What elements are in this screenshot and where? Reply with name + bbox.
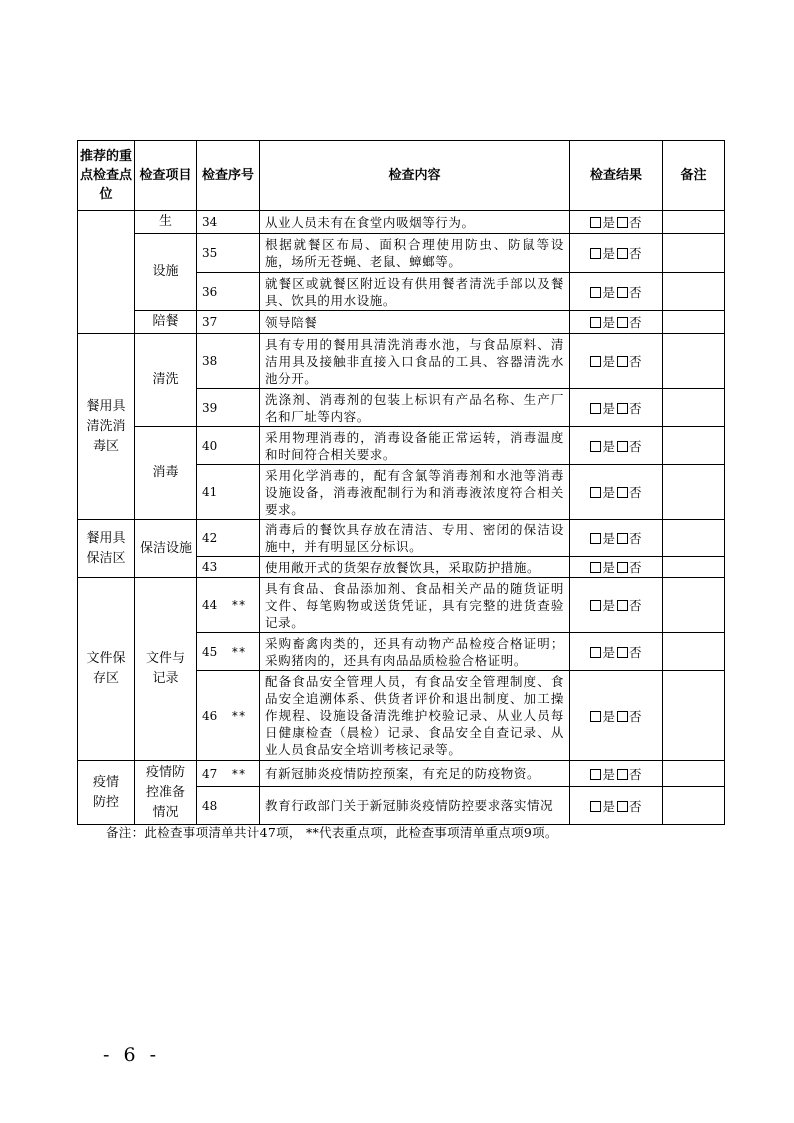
seq-cell (197, 557, 260, 578)
seq-number: 43 (202, 560, 218, 574)
no-checkbox[interactable] (617, 441, 628, 452)
seq-cell (197, 633, 260, 671)
seq-number: 44 (202, 598, 218, 612)
yes-checkbox[interactable] (590, 562, 601, 573)
remark-cell[interactable] (663, 578, 725, 633)
no-label: 否 (629, 246, 642, 261)
content-cell: 洗涤剂、消毒剂的包装上标识有产品名称、生产厂名和厂址等内容。 (260, 389, 570, 427)
content-cell: 从业人员未有在食堂内吸烟等行为。 (260, 211, 570, 234)
result-cell (570, 334, 663, 389)
table-row (78, 578, 725, 633)
no-checkbox[interactable] (617, 711, 628, 722)
yes-label: 是 (602, 400, 615, 416)
table-row (78, 427, 725, 465)
no-label: 否 (629, 708, 642, 724)
yes-checkbox[interactable] (590, 356, 601, 367)
seq-number: 42 (202, 531, 218, 545)
table-row (78, 520, 725, 557)
no-checkbox[interactable] (617, 562, 628, 573)
no-label: 否 (629, 315, 642, 330)
no-checkbox[interactable] (617, 769, 628, 780)
content-cell: 具有专用的餐用具清洗消毒水池，与食品原料、清洁用具及接触非直接入口食品的工具、容器清洗水池分开。 (260, 334, 570, 389)
remark-cell[interactable] (663, 427, 725, 465)
yes-checkbox[interactable] (590, 287, 601, 298)
yes-checkbox[interactable] (590, 647, 601, 658)
table-row (78, 761, 725, 787)
yes-label: 是 (602, 485, 615, 500)
no-checkbox[interactable] (617, 600, 628, 611)
header-area: 推荐的重点检查点位 (78, 141, 135, 211)
table-row (78, 234, 725, 273)
item-cell: 清洗 (135, 334, 197, 427)
item-cell: 保洁设施 (135, 520, 197, 578)
seq-number: 34 (202, 215, 218, 229)
remark-cell[interactable] (663, 557, 725, 578)
result-cell (570, 520, 663, 557)
result-cell (570, 311, 663, 334)
no-checkbox[interactable] (617, 647, 628, 658)
no-checkbox[interactable] (617, 248, 628, 259)
item-cell: 陪餐 (135, 311, 197, 334)
yes-checkbox[interactable] (590, 317, 601, 328)
content-cell: 配备食品安全管理人员，有食品安全管理制度、食品安全追溯体系、供货者评价和退出制度、加工操作规程、设施设备清洗维护校验记录、从业人员每日健康检查（晨检）记录、食品安全自查记录、从业人员食品安全培训考核记录等。 (260, 671, 570, 761)
no-checkbox[interactable] (617, 287, 628, 298)
no-checkbox[interactable] (617, 317, 628, 328)
remark-cell[interactable] (663, 211, 725, 234)
result-cell (570, 273, 663, 311)
seq-number: 35 (202, 246, 218, 260)
key-item-marker: ** (231, 644, 246, 659)
key-item-marker: ** (231, 766, 246, 781)
seq-cell (197, 234, 260, 273)
remark-cell[interactable] (663, 334, 725, 389)
seq-number: 36 (202, 284, 218, 299)
seq-number: 40 (202, 438, 218, 453)
item-cell: 生 (135, 211, 197, 234)
seq-cell (197, 211, 260, 234)
content-cell: 采用化学消毒的，配有含氯等消毒剂和水池等消毒设施设备，消毒液配制行为和消毒液浓度符合相关要求。 (260, 465, 570, 520)
seq-cell (197, 578, 260, 633)
yes-label: 是 (602, 598, 615, 613)
seq-number: 37 (202, 315, 218, 329)
result-cell (570, 633, 663, 671)
header-result: 检查结果 (570, 141, 663, 211)
remark-cell[interactable] (663, 633, 725, 671)
result-cell (570, 787, 663, 825)
content-cell: 消毒后的餐饮具存放在清洁、专用、密闭的保洁设施中，并有明显区分标识。 (260, 520, 570, 557)
header-seq: 检查序号 (197, 141, 260, 211)
yes-label: 是 (602, 438, 615, 454)
seq-number: 48 (202, 798, 218, 813)
yes-label: 是 (602, 215, 615, 230)
yes-label: 是 (602, 560, 615, 575)
key-item-marker: ** (231, 598, 246, 612)
result-cell (570, 234, 663, 273)
area-cell: 餐用具保洁区 (78, 520, 135, 578)
yes-label: 是 (602, 766, 615, 782)
no-label: 否 (629, 485, 642, 500)
yes-label: 是 (602, 644, 615, 660)
seq-number: 39 (202, 400, 218, 415)
remark-cell[interactable] (663, 273, 725, 311)
remark-cell[interactable] (663, 787, 725, 825)
no-checkbox[interactable] (617, 533, 628, 544)
header-content: 检查内容 (260, 141, 570, 211)
area-cell: 文件保存区 (78, 578, 135, 761)
yes-checkbox[interactable] (590, 600, 601, 611)
no-label: 否 (629, 438, 642, 454)
no-label: 否 (629, 531, 642, 546)
seq-cell (197, 761, 260, 787)
no-checkbox[interactable] (617, 403, 628, 414)
no-label: 否 (629, 400, 642, 416)
content-cell: 采购畜禽肉类的，还具有动物产品检疫合格证明；采购猪肉的，还具有肉品品质检验合格证明。 (260, 633, 570, 671)
yes-label: 是 (602, 708, 615, 724)
content-cell: 采用物理消毒的，消毒设备能正常运转，消毒温度和时间符合相关要求。 (260, 427, 570, 465)
yes-label: 是 (602, 798, 615, 814)
seq-cell (197, 427, 260, 465)
no-checkbox[interactable] (617, 217, 628, 228)
yes-checkbox[interactable] (590, 248, 601, 259)
yes-checkbox[interactable] (590, 711, 601, 722)
yes-label: 是 (602, 531, 615, 546)
yes-checkbox[interactable] (590, 217, 601, 228)
content-cell: 领导陪餐 (260, 311, 570, 334)
remark-cell[interactable] (663, 671, 725, 761)
no-label: 否 (629, 798, 642, 814)
remark-cell[interactable] (663, 520, 725, 557)
content-cell: 有新冠肺炎疫情防控预案，有充足的防疫物资。 (260, 761, 570, 787)
key-item-marker: ** (231, 708, 246, 723)
result-cell (570, 557, 663, 578)
seq-cell (197, 311, 260, 334)
seq-number: 45 (202, 644, 218, 659)
yes-checkbox[interactable] (590, 441, 601, 452)
remark-cell[interactable] (663, 761, 725, 787)
item-cell: 文件与记录 (135, 578, 197, 761)
seq-cell (197, 465, 260, 520)
yes-checkbox[interactable] (590, 801, 601, 812)
no-label: 否 (629, 354, 642, 369)
no-label: 否 (629, 766, 642, 782)
area-cell (78, 211, 135, 334)
yes-checkbox[interactable] (590, 487, 601, 498)
no-label: 否 (629, 644, 642, 660)
seq-number: 38 (202, 354, 218, 368)
table-row (78, 311, 725, 334)
no-label: 否 (629, 284, 642, 300)
inspection-table (77, 140, 725, 825)
content-cell: 具有食品、食品添加剂、食品相关产品的随货证明文件、每笔购物或送货凭证，具有完整的进货查验记录。 (260, 578, 570, 633)
content-cell: 就餐区或就餐区附近设有供用餐者清洗手部以及餐具、饮具的用水设施。 (260, 273, 570, 311)
header-item: 检查项目 (135, 141, 197, 211)
seq-number: 41 (202, 485, 218, 499)
yes-label: 是 (602, 315, 615, 330)
seq-cell (197, 787, 260, 825)
item-cell: 设施 (135, 234, 197, 311)
no-label: 否 (629, 215, 642, 230)
content-cell: 使用敞开式的货架存放餐饮具，采取防护措施。 (260, 557, 570, 578)
result-cell (570, 211, 663, 234)
yes-checkbox[interactable] (590, 403, 601, 414)
area-cell: 疫情防控 (78, 761, 135, 825)
result-cell (570, 671, 663, 761)
yes-checkbox[interactable] (590, 533, 601, 544)
result-cell (570, 465, 663, 520)
no-checkbox[interactable] (617, 487, 628, 498)
seq-cell (197, 334, 260, 389)
remark-cell[interactable] (663, 389, 725, 427)
remark-cell[interactable] (663, 311, 725, 334)
seq-cell (197, 520, 260, 557)
item-cell: 消毒 (135, 427, 197, 520)
yes-label: 是 (602, 354, 615, 369)
result-cell (570, 578, 663, 633)
no-checkbox[interactable] (617, 356, 628, 367)
yes-checkbox[interactable] (590, 769, 601, 780)
page-number: - 6 - (103, 1044, 161, 1066)
seq-cell (197, 273, 260, 311)
item-cell: 疫情防控准备情况 (135, 761, 197, 825)
seq-number: 47 (202, 766, 218, 781)
seq-number: 46 (202, 708, 218, 723)
table-row (78, 211, 725, 234)
remark-cell[interactable] (663, 465, 725, 520)
no-checkbox[interactable] (617, 801, 628, 812)
result-cell (570, 761, 663, 787)
remark-cell[interactable] (663, 234, 725, 273)
header-remark: 备注 (663, 141, 725, 211)
yes-label: 是 (602, 284, 615, 300)
seq-cell (197, 389, 260, 427)
yes-label: 是 (602, 246, 615, 261)
result-cell (570, 427, 663, 465)
no-label: 否 (629, 598, 642, 613)
no-label: 否 (629, 560, 642, 575)
seq-cell (197, 671, 260, 761)
result-cell (570, 389, 663, 427)
table-row (78, 334, 725, 389)
table-footnote: 备注：此检查事项清单共计47项， **代表重点项，此检查事项清单重点项9项。 (106, 825, 558, 840)
content-cell: 根据就餐区布局、面积合理使用防虫、防鼠等设施，场所无苍蝇、老鼠、蟑螂等。 (260, 234, 570, 273)
content-cell: 教育行政部门关于新冠肺炎疫情防控要求落实情况 (260, 787, 570, 825)
table-header-row (78, 141, 725, 211)
area-cell: 餐用具清洗消毒区 (78, 334, 135, 520)
